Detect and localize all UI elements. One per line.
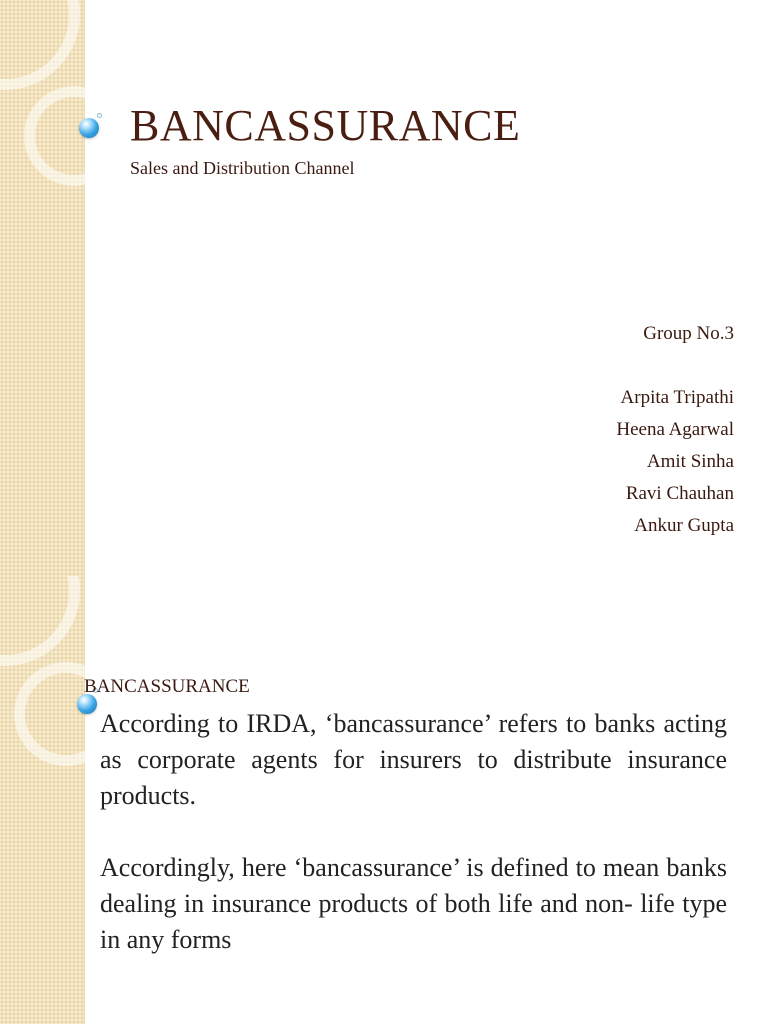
slide-title: BANCASSURANCE xyxy=(130,101,521,150)
member-name: Arpita Tripathi xyxy=(620,387,734,408)
blue-bead-icon xyxy=(79,118,99,138)
member-name: Ravi Chauhan xyxy=(625,483,734,504)
slide-subtitle: Sales and Distribution Channel xyxy=(130,158,355,178)
group-label: Group No.3 xyxy=(643,323,734,344)
group-info xyxy=(434,318,734,542)
member-name: Amit Sinha xyxy=(646,451,734,472)
decorative-ring-icon xyxy=(24,86,124,186)
body-paragraph: Accordingly, here ‘bancassurance’ is defined to mean banks dealing in insurance products of both life and non- life type in any forms xyxy=(100,853,727,954)
slide-2 xyxy=(0,576,768,1024)
small-dot-icon xyxy=(97,113,102,118)
member-name: Heena Agarwal xyxy=(616,419,734,440)
body-text xyxy=(100,706,727,994)
member-name: Ankur Gupta xyxy=(634,515,734,536)
body-paragraph: According to IRDA, ‘bancassurance’ refers to banks acting as corporate agents for insurers to distribute insurance products. xyxy=(100,709,727,810)
slide-heading: BANCASSURANCE xyxy=(84,676,250,697)
